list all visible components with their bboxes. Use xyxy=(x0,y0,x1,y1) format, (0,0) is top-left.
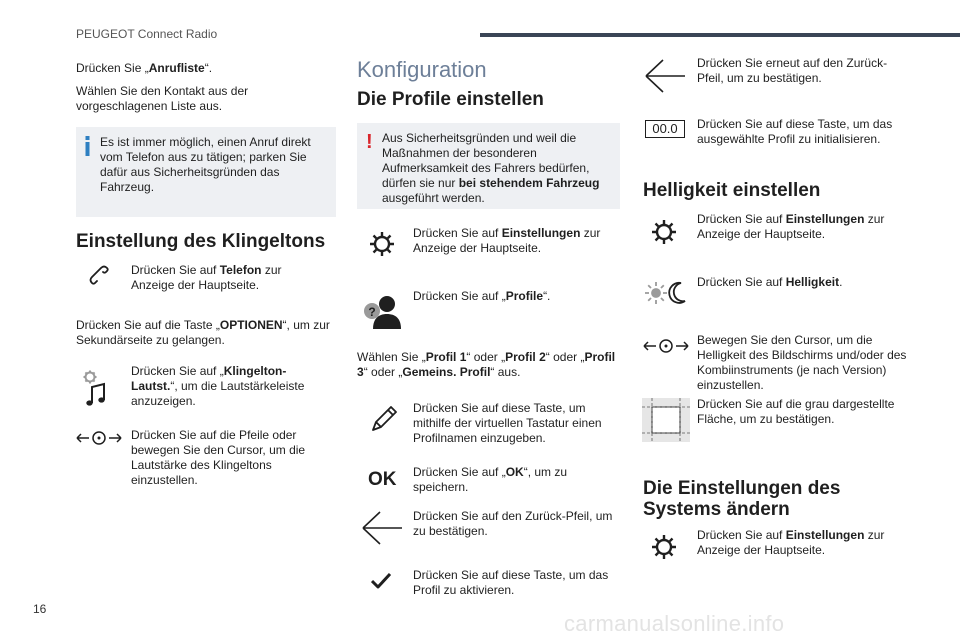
settings-gear-icon-2 xyxy=(650,218,678,246)
step-aktivieren: Drücken Sie auf diese Taste, um das Profil zu aktivieren. xyxy=(413,568,609,597)
step-einstellungen-2: Drücken Sie auf Einstellungen zur Anzeige der Hauptseite. xyxy=(697,212,885,241)
step-erneut-zurueck: Drücken Sie erneut auf den Zurück-Pfeil, um zu bestätigen. xyxy=(697,56,888,85)
step-einstellungen: Drücken Sie auf Einstellungen zur Anzeige der Hauptseite. xyxy=(413,226,601,255)
running-header: PEUGEOT Connect Radio xyxy=(76,27,218,41)
warning-text: Aus Sicherheitsgründen und weil die Maßnahmen der besonderen Aufmerksamkeit des Fahrers bedürfen, dürfen sie nur bei stehendem Fahrzeug ausgeführt werden. xyxy=(382,131,600,205)
heading-system: Die Einstellungen des Systems ändern xyxy=(643,478,841,520)
header-bar xyxy=(480,33,960,37)
step-helligkeit: Drücken Sie auf Helligkeit. xyxy=(697,275,843,289)
step-zurueck: Drücken Sie auf den Zurück-Pfeil, um zu bestätigen. xyxy=(413,509,613,538)
step-graue-flaeche: Drücken Sie auf die grau dargestellte Fläche, um zu bestätigen. xyxy=(697,397,895,426)
slider-cursor-icon-2 xyxy=(643,338,689,354)
info-text: Es ist immer möglich, einen Anruf direkt vom Telefon aus zu tätigen; parken Sie dafür aus Sicherheitsgründen das Fahrzeug. xyxy=(100,135,311,194)
info-icon xyxy=(84,136,92,161)
paragraph-kontakt: Wählen Sie den Kontakt aus der vorgeschlagenen Liste aus. xyxy=(76,84,249,113)
heading-profile: Die Profile einstellen xyxy=(357,89,544,110)
heading-klingelton: Einstellung des Klingeltons xyxy=(76,231,326,252)
step-cursor-helligkeit: Bewegen Sie den Cursor, um die Helligkeit des Bildschirms und/oder des Kombiinstruments (je nach Version) einzustellen. xyxy=(697,333,907,392)
step-profilname: Drücken Sie auf diese Taste, um mithilfe der virtuellen Tastatur einen Profilnamen einzugeben. xyxy=(413,401,602,445)
step-klingelton-lautst: Drücken Sie auf „Klingelton-Lautst.“, um die Lautstärkeleiste anzuzeigen. xyxy=(131,364,305,408)
grey-area-icon xyxy=(642,398,690,442)
page-number: 16 xyxy=(33,602,47,616)
paragraph-profil-wahl: Wählen Sie „Profil 1“ oder „Profil 2“ oder „Profil 3“ oder „Gemeins. Profil“ aus. xyxy=(357,350,616,379)
step-profile: Drücken Sie auf „Profile“. xyxy=(413,289,551,303)
warning-icon: ! xyxy=(366,131,373,153)
section-title-konfiguration: Konfiguration xyxy=(357,57,487,82)
brightness-icon xyxy=(644,280,688,306)
phone-icon xyxy=(88,265,110,287)
warning-box xyxy=(357,123,620,209)
paragraph-optionen: Drücken Sie auf die Taste „OPTIONEN“, um zur Sekundärseite zu gelangen. xyxy=(76,318,330,347)
watermark: carmanualsonline.info xyxy=(564,611,785,636)
step-einstellungen-3: Drücken Sie auf Einstellungen zur Anzeige der Hauptseite. xyxy=(697,528,885,557)
ringtone-settings-icon xyxy=(82,369,108,407)
step-initialisieren: Drücken Sie auf diese Taste, um das ausgewählte Profil zu initialisieren. xyxy=(697,117,893,146)
settings-gear-icon-3 xyxy=(650,533,678,561)
profile-user-icon xyxy=(363,293,403,329)
settings-gear-icon xyxy=(368,230,396,258)
pencil-edit-icon xyxy=(368,403,400,435)
reset-profile-icon: 00.0 xyxy=(645,120,685,138)
info-box xyxy=(76,127,336,217)
svg-text:?: ? xyxy=(368,305,376,319)
paragraph-anrufliste: Drücken Sie „Anrufliste“. xyxy=(76,61,213,75)
step-lautstaerke-einstellen: Drücken Sie auf die Pfeile oder bewegen Sie den Cursor, um die Lautstärke des Klingeltons einzustellen. xyxy=(131,428,306,487)
slider-cursor-icon xyxy=(76,430,122,446)
checkmark-icon xyxy=(371,572,391,590)
back-arrow-icon-2 xyxy=(643,58,687,94)
step-telefon: Drücken Sie auf Telefon zur Anzeige der Hauptseite. xyxy=(131,263,282,292)
step-ok: Drücken Sie auf „OK“, um zu speichern. xyxy=(413,465,568,494)
back-arrow-icon xyxy=(360,510,404,546)
ok-button-icon: OK xyxy=(368,469,397,490)
heading-helligkeit: Helligkeit einstellen xyxy=(643,180,821,201)
